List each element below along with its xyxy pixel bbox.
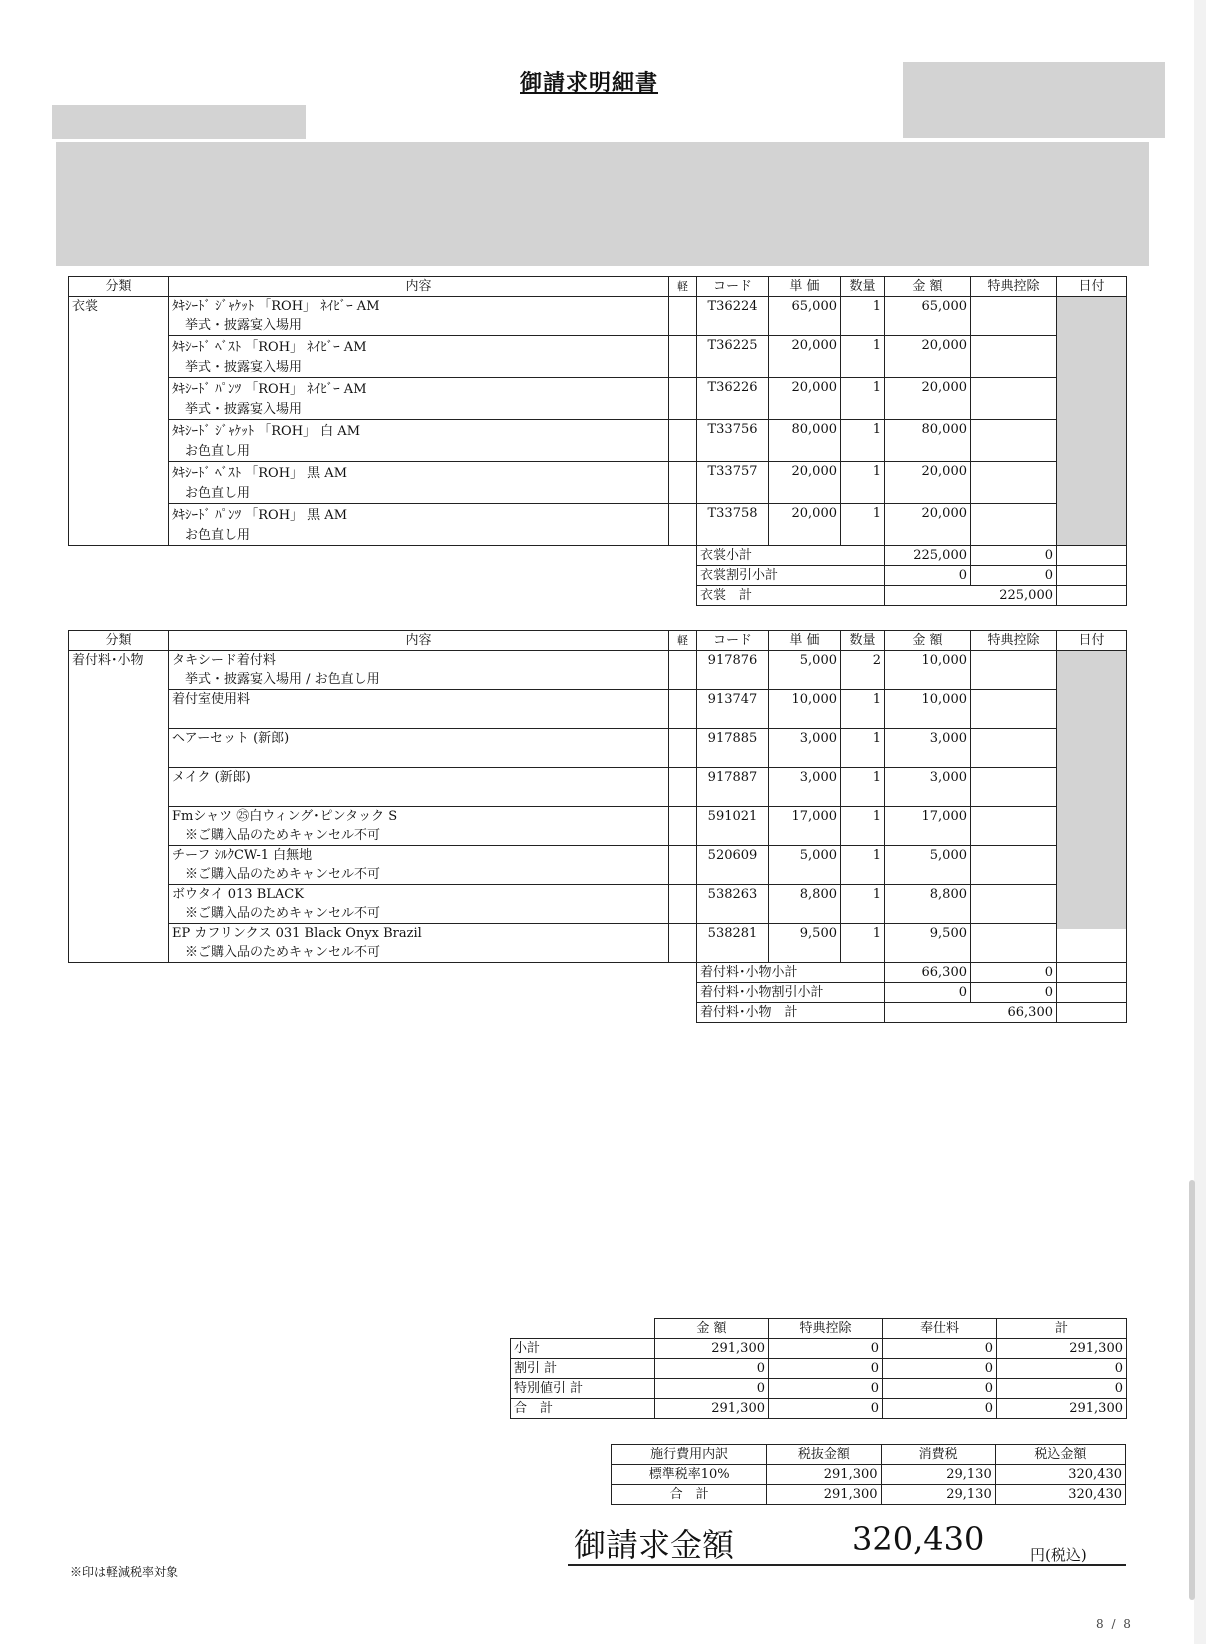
item-discount xyxy=(971,807,1057,846)
discount-subtotal-amount: 0 xyxy=(885,983,971,1003)
summary-row: 特別値引 計 0 0 0 0 xyxy=(511,1379,1127,1399)
kei-cell xyxy=(669,297,697,336)
item-qty: 1 xyxy=(841,420,885,462)
kei-cell xyxy=(669,336,697,378)
header-qty: 数量 xyxy=(841,277,885,297)
subtotal-row xyxy=(69,963,1127,983)
item-qty: 1 xyxy=(841,378,885,420)
redacted-dates xyxy=(1057,297,1126,545)
tax-header-row: 施行費用内訳 税抜金額 消費税 税込金額 xyxy=(612,1445,1126,1465)
line-item-row xyxy=(69,807,1127,827)
subtotal-amount: 225,000 xyxy=(885,546,971,566)
item-name: ﾀｷｼｰﾄﾞ ｼﾞｬｹｯﾄ 「ROH」 ﾈｲﾋﾞｰ AM xyxy=(169,297,669,317)
subtotal-amount: 66,300 xyxy=(885,963,971,983)
item-amount: 20,000 xyxy=(885,336,971,378)
footnote: ※印は軽減税率対象 xyxy=(70,1565,179,1579)
item-name: ﾀｷｼｰﾄﾞ ﾊﾟﾝﾂ 「ROH」 黒 AM xyxy=(169,504,669,527)
item-amount: 5,000 xyxy=(885,846,971,885)
item-code: 917876 xyxy=(697,651,769,690)
item-qty: 1 xyxy=(841,336,885,378)
item-discount xyxy=(971,924,1057,963)
item-amount: 20,000 xyxy=(885,462,971,504)
item-name: ﾀｷｼｰﾄﾞ ﾍﾞｽﾄ 「ROH」 黒 AM xyxy=(169,462,669,485)
summary-header-total: 計 xyxy=(997,1319,1127,1339)
item-qty: 1 xyxy=(841,885,885,924)
item-name: EP カフリンクス 031 Black Onyx Brazil xyxy=(169,924,669,944)
line-item-row xyxy=(69,378,1127,401)
subtotal-row xyxy=(69,546,1127,566)
line-item-row xyxy=(69,885,1127,905)
summary-header-service: 奉仕料 xyxy=(883,1319,997,1339)
item-note: お色直し用 xyxy=(169,526,669,546)
header-code: コード xyxy=(697,277,769,297)
subtotal-label: 着付料･小物小計 xyxy=(697,963,885,983)
header-code: コード xyxy=(697,631,769,651)
item-amount: 20,000 xyxy=(885,378,971,420)
item-amount: 65,000 xyxy=(885,297,971,336)
subtotal-discount: 0 xyxy=(971,546,1057,566)
item-qty: 1 xyxy=(841,297,885,336)
dressing-accessories-table xyxy=(68,630,1127,1023)
item-discount xyxy=(971,846,1057,885)
item-discount xyxy=(971,462,1057,504)
header-date: 日付 xyxy=(1057,631,1127,651)
invoice-total-value: 320,430 xyxy=(852,1520,985,1558)
item-note: 挙式・披露宴入場用 xyxy=(169,400,669,420)
line-item-row xyxy=(69,504,1127,527)
item-code: T36225 xyxy=(697,336,769,378)
summary-row: 割引 計 0 0 0 0 xyxy=(511,1359,1127,1379)
item-unit-price: 17,000 xyxy=(769,807,841,846)
line-item-row xyxy=(69,462,1127,485)
kei-cell xyxy=(669,504,697,546)
tax-row: 標準税率10% 291,300 29,130 320,430 xyxy=(612,1465,1126,1485)
item-discount xyxy=(971,420,1057,462)
date-cell xyxy=(1057,651,1127,963)
line-item-row xyxy=(69,846,1127,866)
kei-cell xyxy=(669,378,697,420)
item-name: ﾀｷｼｰﾄﾞ ﾍﾞｽﾄ 「ROH」 ﾈｲﾋﾞｰ AM xyxy=(169,336,669,359)
item-code: T36224 xyxy=(697,297,769,336)
kei-cell xyxy=(669,768,697,807)
section-total-label: 着付料･小物 計 xyxy=(697,1003,885,1023)
scrollbar[interactable] xyxy=(1194,0,1206,1644)
subtotal-label: 衣裳小計 xyxy=(697,546,885,566)
item-discount xyxy=(971,690,1057,729)
item-note: 挙式・披露宴入場用 xyxy=(169,358,669,378)
line-item-row xyxy=(69,768,1127,788)
header-discount: 特典控除 xyxy=(971,631,1057,651)
redacted-dates xyxy=(1057,651,1126,929)
section-total-row xyxy=(69,586,1127,606)
tax-row: 合 計 291,300 29,130 320,430 xyxy=(612,1485,1126,1505)
item-name: チーフ ｼﾙｸCW-1 白無地 xyxy=(169,846,669,866)
item-note xyxy=(169,709,669,729)
invoice-total-unit: 円(税込) xyxy=(1030,1546,1087,1564)
discount-subtotal-row xyxy=(69,566,1127,586)
subtotal-discount: 0 xyxy=(971,963,1057,983)
item-unit-price: 3,000 xyxy=(769,768,841,807)
item-qty: 1 xyxy=(841,807,885,846)
line-item-row xyxy=(69,924,1127,944)
item-name: ﾀｷｼｰﾄﾞ ﾊﾟﾝﾂ 「ROH」 ﾈｲﾋﾞｰ AM xyxy=(169,378,669,401)
item-qty: 1 xyxy=(841,846,885,885)
section-total-value: 66,300 xyxy=(885,1003,1057,1023)
header-discount: 特典控除 xyxy=(971,277,1057,297)
header-qty: 数量 xyxy=(841,631,885,651)
item-name: タキシード着付料 xyxy=(169,651,669,671)
item-code: T33758 xyxy=(697,504,769,546)
date-cell xyxy=(1057,297,1127,546)
item-name: ヘアーセット (新郎) xyxy=(169,729,669,749)
item-unit-price: 5,000 xyxy=(769,651,841,690)
item-unit-price: 65,000 xyxy=(769,297,841,336)
item-amount: 10,000 xyxy=(885,651,971,690)
item-note: 挙式・披露宴入場用 / お色直し用 xyxy=(169,670,669,690)
category-cell: 着付料･小物 xyxy=(69,651,169,963)
table-header-row xyxy=(69,277,1127,297)
header-kei: 軽 xyxy=(669,277,697,297)
item-note xyxy=(169,787,669,807)
section-total-value: 225,000 xyxy=(885,586,1057,606)
header-content: 内容 xyxy=(169,277,669,297)
kei-cell xyxy=(669,807,697,846)
item-code: 917885 xyxy=(697,729,769,768)
kei-cell xyxy=(669,462,697,504)
discount-subtotal-discount: 0 xyxy=(971,983,1057,1003)
item-code: 538263 xyxy=(697,885,769,924)
summary-table xyxy=(510,1318,1127,1419)
kei-cell xyxy=(669,651,697,690)
header-category: 分類 xyxy=(69,277,169,297)
header-content: 内容 xyxy=(169,631,669,651)
item-discount xyxy=(971,297,1057,336)
summary-header-row xyxy=(511,1319,1127,1339)
summary-header-discount: 特典控除 xyxy=(769,1319,883,1339)
item-unit-price: 9,500 xyxy=(769,924,841,963)
item-amount: 10,000 xyxy=(885,690,971,729)
item-note: ※ご購入品のためキャンセル不可 xyxy=(169,943,669,963)
item-note: ※ご購入品のためキャンセル不可 xyxy=(169,904,669,924)
item-amount: 3,000 xyxy=(885,729,971,768)
kei-cell xyxy=(669,846,697,885)
kei-cell xyxy=(669,729,697,768)
item-code: 917887 xyxy=(697,768,769,807)
tax-breakdown-table xyxy=(611,1444,1126,1505)
category-cell: 衣裳 xyxy=(69,297,169,546)
item-note: ※ご購入品のためキャンセル不可 xyxy=(169,865,669,885)
item-note: お色直し用 xyxy=(169,442,669,462)
item-qty: 1 xyxy=(841,690,885,729)
item-qty: 1 xyxy=(841,768,885,807)
item-code: 591021 xyxy=(697,807,769,846)
discount-subtotal-label: 衣裳割引小計 xyxy=(697,566,885,586)
table-header-row xyxy=(69,631,1127,651)
item-amount: 17,000 xyxy=(885,807,971,846)
item-unit-price: 80,000 xyxy=(769,420,841,462)
scrollbar-thumb[interactable] xyxy=(1189,1180,1195,1600)
redacted-recipient xyxy=(52,105,306,139)
header-date: 日付 xyxy=(1057,277,1127,297)
summary-header-amount: 金 額 xyxy=(655,1319,769,1339)
page-number: 8 / 8 xyxy=(1096,1617,1133,1631)
item-discount xyxy=(971,885,1057,924)
item-unit-price: 20,000 xyxy=(769,336,841,378)
item-code: 520609 xyxy=(697,846,769,885)
item-note: 挙式・披露宴入場用 xyxy=(169,316,669,336)
summary-row: 合 計 291,300 0 0 291,300 xyxy=(511,1399,1127,1419)
item-discount xyxy=(971,336,1057,378)
page-title: 御請求明細書 xyxy=(520,70,659,96)
item-code: T33756 xyxy=(697,420,769,462)
kei-cell xyxy=(669,924,697,963)
item-qty: 1 xyxy=(841,924,885,963)
item-unit-price: 3,000 xyxy=(769,729,841,768)
item-discount xyxy=(971,378,1057,420)
item-amount: 20,000 xyxy=(885,504,971,546)
item-note: ※ご購入品のためキャンセル不可 xyxy=(169,826,669,846)
header-unit-price: 単 価 xyxy=(769,277,841,297)
item-name: 着付室使用料 xyxy=(169,690,669,710)
item-discount xyxy=(971,768,1057,807)
item-name: ボウタイ 013 BLACK xyxy=(169,885,669,905)
item-qty: 1 xyxy=(841,729,885,768)
line-item-row xyxy=(69,651,1127,671)
header-amount: 金 額 xyxy=(885,631,971,651)
item-qty: 1 xyxy=(841,462,885,504)
discount-subtotal-discount: 0 xyxy=(971,566,1057,586)
item-unit-price: 8,800 xyxy=(769,885,841,924)
header-amount: 金 額 xyxy=(885,277,971,297)
item-unit-price: 10,000 xyxy=(769,690,841,729)
costume-table xyxy=(68,276,1127,606)
item-unit-price: 5,000 xyxy=(769,846,841,885)
header-unit-price: 単 価 xyxy=(769,631,841,651)
item-note xyxy=(169,748,669,768)
redacted-issuer xyxy=(903,62,1165,138)
item-amount: 3,000 xyxy=(885,768,971,807)
section-total-row xyxy=(69,1003,1127,1023)
item-unit-price: 20,000 xyxy=(769,378,841,420)
item-name: Fmシャツ ㉕白ウィング･ピンタック S xyxy=(169,807,669,827)
invoice-total-label: 御請求金額 xyxy=(574,1526,735,1564)
item-amount: 80,000 xyxy=(885,420,971,462)
item-unit-price: 20,000 xyxy=(769,462,841,504)
item-discount xyxy=(971,651,1057,690)
item-code: 913747 xyxy=(697,690,769,729)
kei-cell xyxy=(669,885,697,924)
discount-subtotal-amount: 0 xyxy=(885,566,971,586)
line-item-row xyxy=(69,690,1127,710)
discount-subtotal-row xyxy=(69,983,1127,1003)
summary-row: 小計 291,300 0 0 291,300 xyxy=(511,1339,1127,1359)
item-name: メイク (新郎) xyxy=(169,768,669,788)
item-discount xyxy=(971,504,1057,546)
line-item-row xyxy=(69,297,1127,317)
line-item-row xyxy=(69,336,1127,359)
item-name: ﾀｷｼｰﾄﾞ ｼﾞｬｹｯﾄ 「ROH」 白 AM xyxy=(169,420,669,443)
kei-cell xyxy=(669,690,697,729)
header-kei: 軽 xyxy=(669,631,697,651)
item-code: 538281 xyxy=(697,924,769,963)
discount-subtotal-label: 着付料･小物割引小計 xyxy=(697,983,885,1003)
line-item-row xyxy=(69,420,1127,443)
item-qty: 2 xyxy=(841,651,885,690)
section-total-label: 衣裳 計 xyxy=(697,586,885,606)
kei-cell xyxy=(669,420,697,462)
redacted-header-info xyxy=(56,142,1149,266)
item-qty: 1 xyxy=(841,504,885,546)
line-item-row xyxy=(69,729,1127,749)
item-note: お色直し用 xyxy=(169,484,669,504)
item-code: T36226 xyxy=(697,378,769,420)
total-underline xyxy=(568,1564,1126,1566)
item-discount xyxy=(971,729,1057,768)
item-amount: 9,500 xyxy=(885,924,971,963)
header-category: 分類 xyxy=(69,631,169,651)
item-code: T33757 xyxy=(697,462,769,504)
item-amount: 8,800 xyxy=(885,885,971,924)
item-unit-price: 20,000 xyxy=(769,504,841,546)
